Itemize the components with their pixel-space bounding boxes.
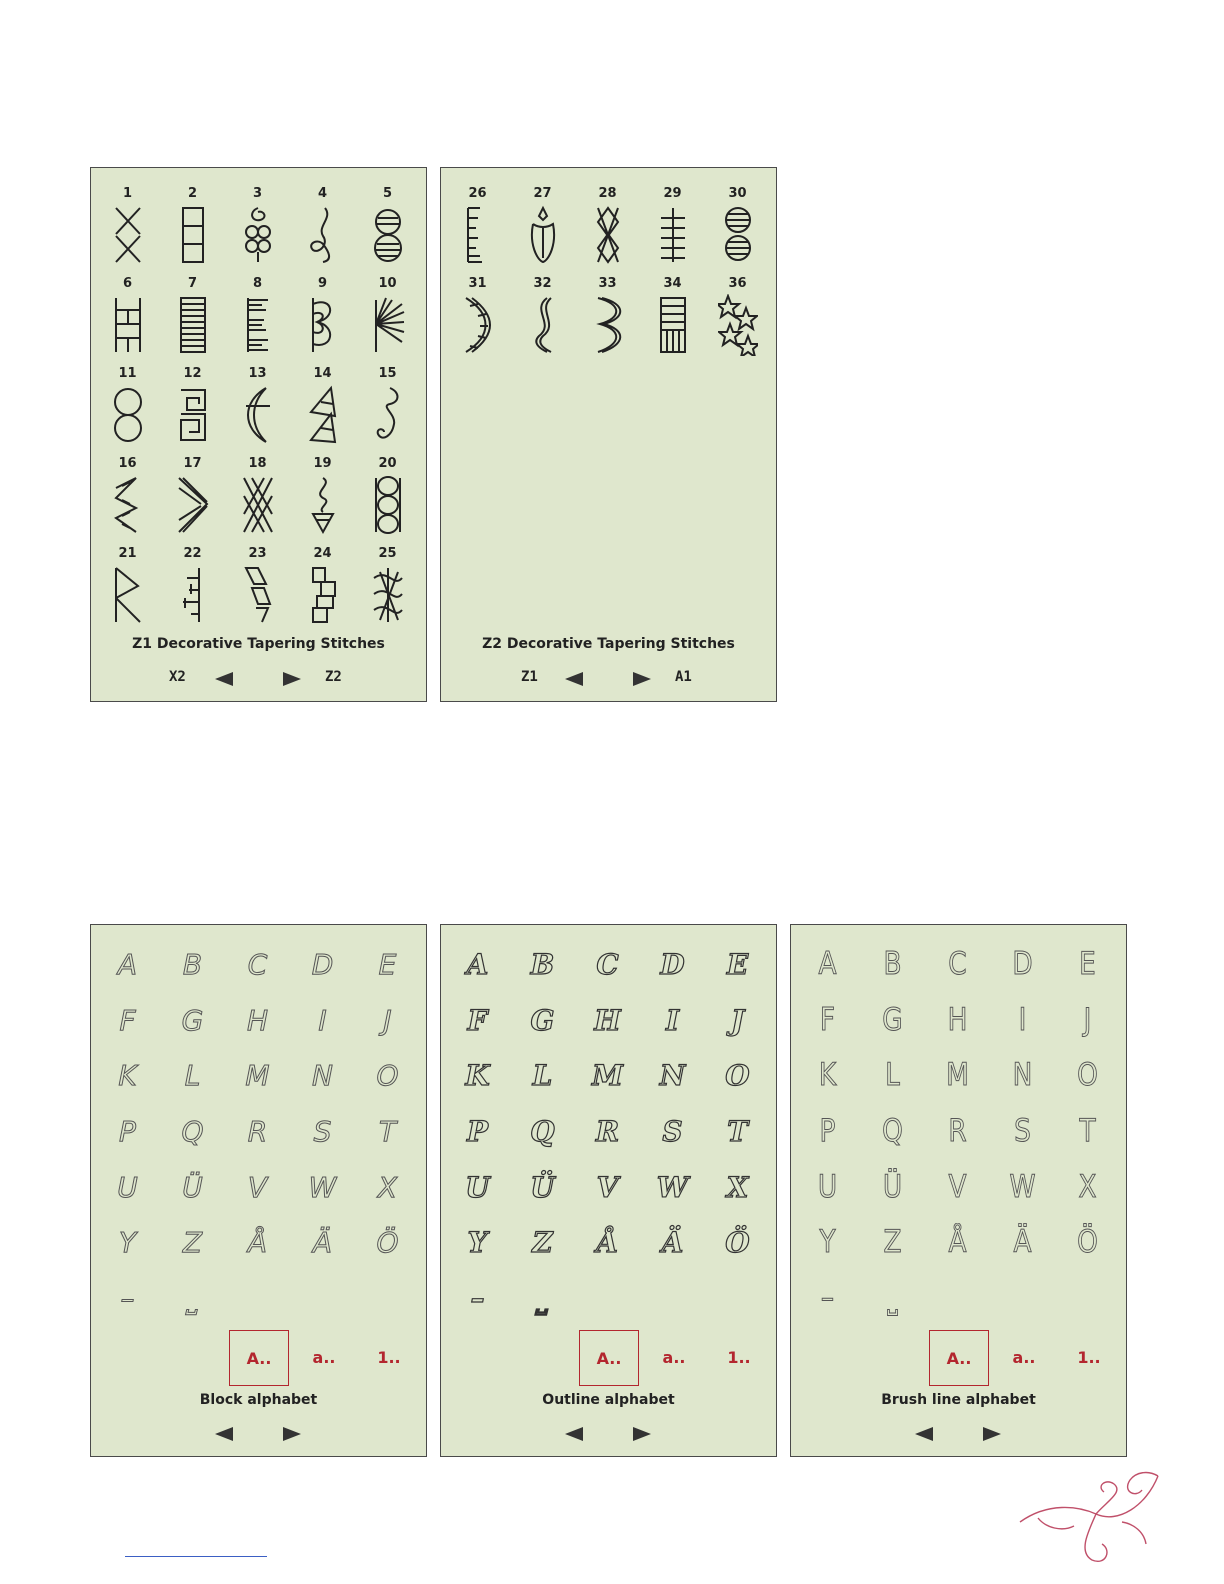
stitch-number: 17 bbox=[183, 456, 202, 471]
stitch-cell[interactable] bbox=[160, 186, 225, 276]
letter-key[interactable]: O bbox=[725, 1059, 750, 1093]
letter-key[interactable]: R bbox=[247, 1115, 268, 1149]
comb-stitch-icon bbox=[238, 294, 278, 356]
letter-key[interactable]: V bbox=[596, 1170, 619, 1204]
stitch-cell[interactable] bbox=[640, 186, 705, 276]
stitch-cell[interactable] bbox=[355, 276, 420, 366]
font-title: Block alphabet bbox=[199, 1392, 318, 1408]
letter-grid bbox=[795, 937, 1122, 1327]
letter-key[interactable]: I bbox=[318, 1003, 327, 1037]
menu-title: Z1 Decorative Tapering Stitches bbox=[132, 636, 385, 652]
letter-key[interactable]: V bbox=[247, 1170, 268, 1204]
letter-key[interactable]: A bbox=[818, 946, 837, 982]
letter-key[interactable]: F bbox=[119, 1003, 136, 1037]
letter-key[interactable]: M bbox=[245, 1059, 270, 1093]
stitch-number: 29 bbox=[663, 186, 682, 201]
letter-key[interactable]: V bbox=[948, 1168, 967, 1205]
diagonal-bars-stitch-icon bbox=[238, 564, 278, 626]
footer-rule bbox=[125, 1556, 267, 1557]
letter-grid bbox=[95, 937, 422, 1327]
lowercase-button[interactable]: a.. bbox=[662, 1348, 686, 1367]
letter-key[interactable]: J bbox=[1083, 1001, 1092, 1038]
arrow-left-icon[interactable] bbox=[565, 1427, 583, 1441]
figure-eight-satin-stitch-icon bbox=[368, 204, 408, 266]
stitch-cell[interactable] bbox=[160, 546, 225, 636]
letter-key[interactable]: M bbox=[946, 1057, 969, 1094]
letter-key[interactable]: Å bbox=[948, 1224, 967, 1261]
stitch-menu-z1 bbox=[90, 167, 427, 702]
next-menu-label[interactable]: A1 bbox=[675, 669, 692, 685]
letter-key[interactable]: Ü bbox=[182, 1170, 203, 1204]
brick-stitch-icon bbox=[108, 294, 148, 356]
letter-key[interactable]: X bbox=[377, 1170, 398, 1204]
stitch-cell[interactable] bbox=[225, 276, 290, 366]
stitch-cell[interactable] bbox=[225, 366, 290, 456]
letter-key[interactable]: H bbox=[246, 1003, 269, 1037]
letter-key[interactable]: N bbox=[312, 1059, 333, 1093]
menu-title: Z2 Decorative Tapering Stitches bbox=[482, 636, 735, 652]
stitch-cell[interactable] bbox=[290, 456, 355, 546]
case-selector bbox=[791, 1330, 1126, 1386]
letter-key[interactable]: ⎵ bbox=[887, 1280, 898, 1317]
letter-key[interactable]: Ö bbox=[725, 1226, 750, 1260]
stitch-cell[interactable] bbox=[355, 186, 420, 276]
arrow-left-icon[interactable] bbox=[915, 1427, 933, 1441]
letter-key[interactable]: I bbox=[1018, 1001, 1027, 1038]
letter-key[interactable]: W bbox=[656, 1170, 689, 1204]
curved-satin-stitch-icon bbox=[458, 294, 498, 356]
stitch-cell[interactable] bbox=[640, 276, 705, 366]
letter-key[interactable]: Ä bbox=[1013, 1224, 1032, 1261]
letter-key[interactable]: Å bbox=[596, 1226, 619, 1260]
feather-fan-stitch-icon bbox=[368, 294, 408, 356]
arrow-right-icon[interactable] bbox=[983, 1427, 1001, 1441]
satin-column-stitch-icon bbox=[173, 294, 213, 356]
stitch-number: 26 bbox=[468, 186, 487, 201]
font-menu-brush bbox=[790, 924, 1127, 1457]
stitch-number: 31 bbox=[468, 276, 487, 291]
stitch-cell[interactable] bbox=[575, 276, 640, 366]
letter-key[interactable]: Ö bbox=[376, 1226, 399, 1260]
wave-satin-stitch-icon bbox=[523, 294, 563, 356]
stitch-number: 15 bbox=[378, 366, 397, 381]
stitch-number: 9 bbox=[317, 276, 328, 291]
letter-key[interactable]: F bbox=[467, 1003, 488, 1037]
letter-key[interactable]: – bbox=[470, 1282, 485, 1316]
font-menu-outline bbox=[440, 924, 777, 1457]
letter-key[interactable]: B bbox=[182, 948, 203, 981]
stitch-cell[interactable] bbox=[355, 366, 420, 456]
digits-button[interactable]: 1.. bbox=[1077, 1348, 1101, 1367]
letter-key[interactable]: S bbox=[313, 1115, 332, 1149]
letter-key[interactable]: Å bbox=[247, 1226, 268, 1260]
font-title: Brush line alphabet bbox=[881, 1392, 1036, 1408]
letter-key[interactable]: L bbox=[532, 1059, 553, 1093]
letter-key[interactable]: – bbox=[820, 1280, 835, 1317]
tulip-stitch-icon bbox=[523, 204, 563, 266]
letter-key[interactable]: L bbox=[885, 1057, 900, 1094]
letter-key[interactable]: N bbox=[1012, 1057, 1033, 1094]
letter-key[interactable]: L bbox=[184, 1059, 201, 1093]
stitch-number: 21 bbox=[118, 546, 137, 561]
letter-key[interactable]: Z bbox=[883, 1224, 902, 1261]
stitch-number: 12 bbox=[183, 366, 202, 381]
stitch-number: 7 bbox=[187, 276, 198, 291]
letter-key[interactable]: F bbox=[819, 1001, 836, 1038]
double-loop-stitch-icon bbox=[108, 384, 148, 446]
letter-key[interactable]: Y bbox=[467, 1226, 488, 1260]
stitch-number: 24 bbox=[313, 546, 332, 561]
letter-key[interactable]: C bbox=[948, 946, 967, 982]
arrow-left-icon[interactable] bbox=[565, 672, 583, 686]
letter-key[interactable]: R bbox=[948, 1113, 967, 1150]
ladder-boxes-stitch-icon bbox=[173, 204, 213, 266]
diamond-zigzag-stitch-icon bbox=[588, 204, 628, 266]
arrow-right-icon[interactable] bbox=[283, 672, 301, 686]
stars-stitch-icon bbox=[718, 294, 758, 356]
arrow-right-icon[interactable] bbox=[283, 1427, 301, 1441]
letter-key[interactable]: K bbox=[818, 1057, 837, 1094]
stitch-number: 3 bbox=[252, 186, 263, 201]
stitch-cell[interactable] bbox=[510, 276, 575, 366]
stitch-cell[interactable] bbox=[95, 276, 160, 366]
uppercase-button[interactable]: A.. bbox=[929, 1330, 989, 1386]
letter-key[interactable]: T bbox=[1079, 1113, 1096, 1150]
grid-block-stitch-icon bbox=[653, 294, 693, 356]
stitch-cell[interactable] bbox=[95, 546, 160, 636]
letter-key[interactable]: ⎵ bbox=[536, 1282, 549, 1316]
uppercase-button[interactable]: A.. bbox=[229, 1330, 289, 1386]
stitch-number: 32 bbox=[533, 276, 552, 291]
stitch-cell[interactable] bbox=[225, 456, 290, 546]
menu-nav bbox=[441, 669, 776, 689]
stitch-number: 6 bbox=[122, 276, 133, 291]
letter-key[interactable]: A bbox=[466, 948, 489, 981]
arrow-right-icon[interactable] bbox=[633, 1427, 651, 1441]
digits-button[interactable]: 1.. bbox=[727, 1348, 751, 1367]
stitch-number: 27 bbox=[533, 186, 552, 201]
stitch-number: 5 bbox=[382, 186, 393, 201]
letter-key[interactable]: E bbox=[1079, 946, 1096, 982]
stepped-blocks-stitch-icon bbox=[303, 564, 343, 626]
triangle-flag-stitch-icon bbox=[108, 564, 148, 626]
stitch-grid bbox=[95, 186, 422, 636]
stitch-cell[interactable] bbox=[290, 276, 355, 366]
stitch-cell[interactable] bbox=[355, 546, 420, 636]
stitch-cell[interactable] bbox=[510, 186, 575, 276]
stitch-number: 25 bbox=[378, 546, 397, 561]
stitch-number: 22 bbox=[183, 546, 202, 561]
letter-key[interactable]: T bbox=[727, 1115, 748, 1149]
letter-key[interactable]: A bbox=[117, 948, 138, 981]
stitch-number: 1 bbox=[122, 186, 133, 201]
font-nav bbox=[441, 1424, 776, 1444]
stitch-cell[interactable] bbox=[225, 186, 290, 276]
stitch-cell[interactable] bbox=[95, 186, 160, 276]
arrow-left-icon[interactable] bbox=[215, 672, 233, 686]
zigzag-chevron-stitch-icon bbox=[108, 474, 148, 536]
letter-key[interactable]: Y bbox=[819, 1224, 836, 1261]
letter-key[interactable]: H bbox=[947, 1001, 968, 1038]
letter-key[interactable]: X bbox=[726, 1170, 749, 1204]
stitch-number: 33 bbox=[598, 276, 617, 291]
step-arrow-stitch-icon bbox=[173, 564, 213, 626]
letter-key[interactable]: Z bbox=[532, 1226, 553, 1260]
stitch-number: 30 bbox=[728, 186, 747, 201]
letter-key[interactable]: K bbox=[465, 1059, 490, 1093]
letter-key[interactable]: T bbox=[378, 1115, 397, 1149]
letter-key[interactable]: ⎵ bbox=[186, 1282, 199, 1316]
double-wave-satin-stitch-icon bbox=[588, 294, 628, 356]
stitch-number: 2 bbox=[187, 186, 198, 201]
letter-key[interactable]: N bbox=[659, 1059, 686, 1093]
letter-key[interactable]: H bbox=[594, 1003, 621, 1037]
case-selector bbox=[91, 1330, 426, 1386]
letter-key[interactable]: E bbox=[726, 948, 749, 981]
letter-key[interactable]: C bbox=[596, 948, 619, 981]
letter-key[interactable]: – bbox=[120, 1282, 135, 1316]
letter-key[interactable]: W bbox=[308, 1170, 337, 1204]
letter-key[interactable]: G bbox=[882, 1001, 903, 1038]
letter-key[interactable]: Ö bbox=[1077, 1224, 1098, 1261]
letter-key[interactable]: Ä bbox=[661, 1226, 684, 1260]
letter-key[interactable]: S bbox=[1014, 1113, 1031, 1150]
comb-bracket-stitch-icon bbox=[458, 204, 498, 266]
letter-key[interactable]: C bbox=[247, 948, 268, 981]
stitch-number: 14 bbox=[313, 366, 332, 381]
letter-key[interactable]: D bbox=[1012, 946, 1033, 982]
letter-key[interactable]: P bbox=[466, 1115, 489, 1149]
stitch-number: 16 bbox=[118, 456, 137, 471]
letter-key[interactable]: E bbox=[378, 948, 397, 981]
letter-key[interactable]: Q bbox=[530, 1115, 555, 1149]
letter-key[interactable]: M bbox=[592, 1059, 623, 1093]
font-menu-block bbox=[90, 924, 427, 1457]
letter-key[interactable]: O bbox=[376, 1059, 399, 1093]
prev-menu-label[interactable]: Z1 bbox=[521, 669, 538, 685]
stitch-number: 18 bbox=[248, 456, 267, 471]
stitch-cell[interactable] bbox=[160, 366, 225, 456]
letter-key[interactable]: I bbox=[665, 1003, 680, 1037]
decorative-swirl-icon bbox=[1018, 1462, 1162, 1564]
triple-oval-stitch-icon bbox=[368, 474, 408, 536]
scroll-knot-stitch-icon bbox=[238, 204, 278, 266]
letter-key[interactable]: U bbox=[117, 1170, 138, 1204]
stitch-cell[interactable] bbox=[290, 546, 355, 636]
stitch-number: 10 bbox=[378, 276, 397, 291]
stitch-number: 36 bbox=[728, 276, 747, 291]
lowercase-button[interactable]: a.. bbox=[1012, 1348, 1036, 1367]
stitch-number: 34 bbox=[663, 276, 682, 291]
double-triangle-stitch-icon bbox=[303, 384, 343, 446]
greek-key-stitch-icon bbox=[173, 384, 213, 446]
stitch-number: 4 bbox=[317, 186, 328, 201]
letter-key[interactable]: K bbox=[118, 1059, 137, 1093]
stitch-cell[interactable] bbox=[290, 186, 355, 276]
letter-key[interactable]: S bbox=[662, 1115, 683, 1149]
next-menu-label[interactable]: Z2 bbox=[325, 669, 342, 685]
weave-scroll-stitch-icon bbox=[368, 564, 408, 626]
stitch-cell[interactable] bbox=[575, 186, 640, 276]
letter-key[interactable]: P bbox=[819, 1113, 836, 1150]
letter-key[interactable]: U bbox=[817, 1168, 838, 1205]
font-nav bbox=[791, 1424, 1126, 1444]
curl-stitch-icon bbox=[303, 204, 343, 266]
stitch-cell[interactable] bbox=[705, 186, 770, 276]
letter-key[interactable]: X bbox=[1078, 1168, 1097, 1205]
font-title: Outline alphabet bbox=[542, 1392, 675, 1408]
arrow-right-icon[interactable] bbox=[633, 672, 651, 686]
letter-key[interactable]: W bbox=[1009, 1168, 1036, 1205]
stitch-number: 13 bbox=[248, 366, 267, 381]
letter-key[interactable]: Ü bbox=[882, 1168, 903, 1205]
stitch-cell[interactable] bbox=[160, 276, 225, 366]
arrow-chevron-stitch-icon bbox=[173, 474, 213, 536]
stitch-cell[interactable] bbox=[160, 456, 225, 546]
letter-key[interactable]: G bbox=[530, 1003, 555, 1037]
stitch-number: 8 bbox=[252, 276, 263, 291]
letter-key[interactable]: Q bbox=[181, 1115, 204, 1149]
cross-hatch-stitch-icon bbox=[238, 474, 278, 536]
uppercase-button[interactable]: A.. bbox=[579, 1330, 639, 1386]
letter-key[interactable]: J bbox=[383, 1003, 392, 1037]
letter-key[interactable]: Q bbox=[882, 1113, 903, 1150]
letter-key[interactable]: J bbox=[730, 1003, 745, 1037]
stitch-cell[interactable] bbox=[95, 456, 160, 546]
letter-key[interactable]: U bbox=[465, 1170, 490, 1204]
stitch-number: 20 bbox=[378, 456, 397, 471]
stitch-cell[interactable] bbox=[445, 276, 510, 366]
letter-grid bbox=[445, 937, 772, 1327]
digits-button[interactable]: 1.. bbox=[377, 1348, 401, 1367]
letter-key[interactable]: Y bbox=[118, 1226, 137, 1260]
font-nav bbox=[91, 1424, 426, 1444]
stitch-cell[interactable] bbox=[705, 276, 770, 366]
stitch-number: 28 bbox=[598, 186, 617, 201]
letter-key[interactable]: O bbox=[1077, 1057, 1098, 1094]
menu-nav bbox=[91, 669, 426, 689]
stitch-number: 23 bbox=[248, 546, 267, 561]
letter-key[interactable]: B bbox=[530, 948, 555, 981]
letter-key[interactable]: P bbox=[119, 1115, 136, 1149]
letter-key[interactable]: Ü bbox=[530, 1170, 555, 1204]
cross-bars-stitch-icon bbox=[653, 204, 693, 266]
tulip-drop-stitch-icon bbox=[303, 474, 343, 536]
letter-key[interactable]: B bbox=[883, 946, 902, 982]
lowercase-button[interactable]: a.. bbox=[312, 1348, 336, 1367]
double-heart-stitch-icon bbox=[303, 294, 343, 356]
letter-key[interactable]: G bbox=[181, 1003, 204, 1037]
stitch-number: 19 bbox=[313, 456, 332, 471]
stitch-cell[interactable] bbox=[290, 366, 355, 456]
letter-key[interactable]: Z bbox=[182, 1226, 203, 1260]
seahorse-stitch-icon bbox=[368, 384, 408, 446]
letter-key[interactable]: Ä bbox=[312, 1226, 333, 1260]
crescent-stitch-icon bbox=[238, 384, 278, 446]
double-circle-satin-stitch-icon bbox=[718, 204, 758, 266]
letter-key[interactable]: R bbox=[595, 1115, 620, 1149]
double-x-stitch-icon bbox=[108, 204, 148, 266]
stitch-cell[interactable] bbox=[355, 456, 420, 546]
arrow-left-icon[interactable] bbox=[215, 1427, 233, 1441]
prev-menu-label[interactable]: X2 bbox=[169, 669, 186, 685]
case-selector bbox=[441, 1330, 776, 1386]
stitch-cell[interactable] bbox=[225, 546, 290, 636]
stitch-grid bbox=[445, 186, 772, 366]
stitch-number: 11 bbox=[118, 366, 137, 381]
letter-key[interactable]: D bbox=[660, 948, 685, 981]
stitch-menu-z2 bbox=[440, 167, 777, 702]
stitch-cell[interactable] bbox=[445, 186, 510, 276]
letter-key[interactable]: D bbox=[311, 948, 334, 981]
stitch-cell[interactable] bbox=[95, 366, 160, 456]
